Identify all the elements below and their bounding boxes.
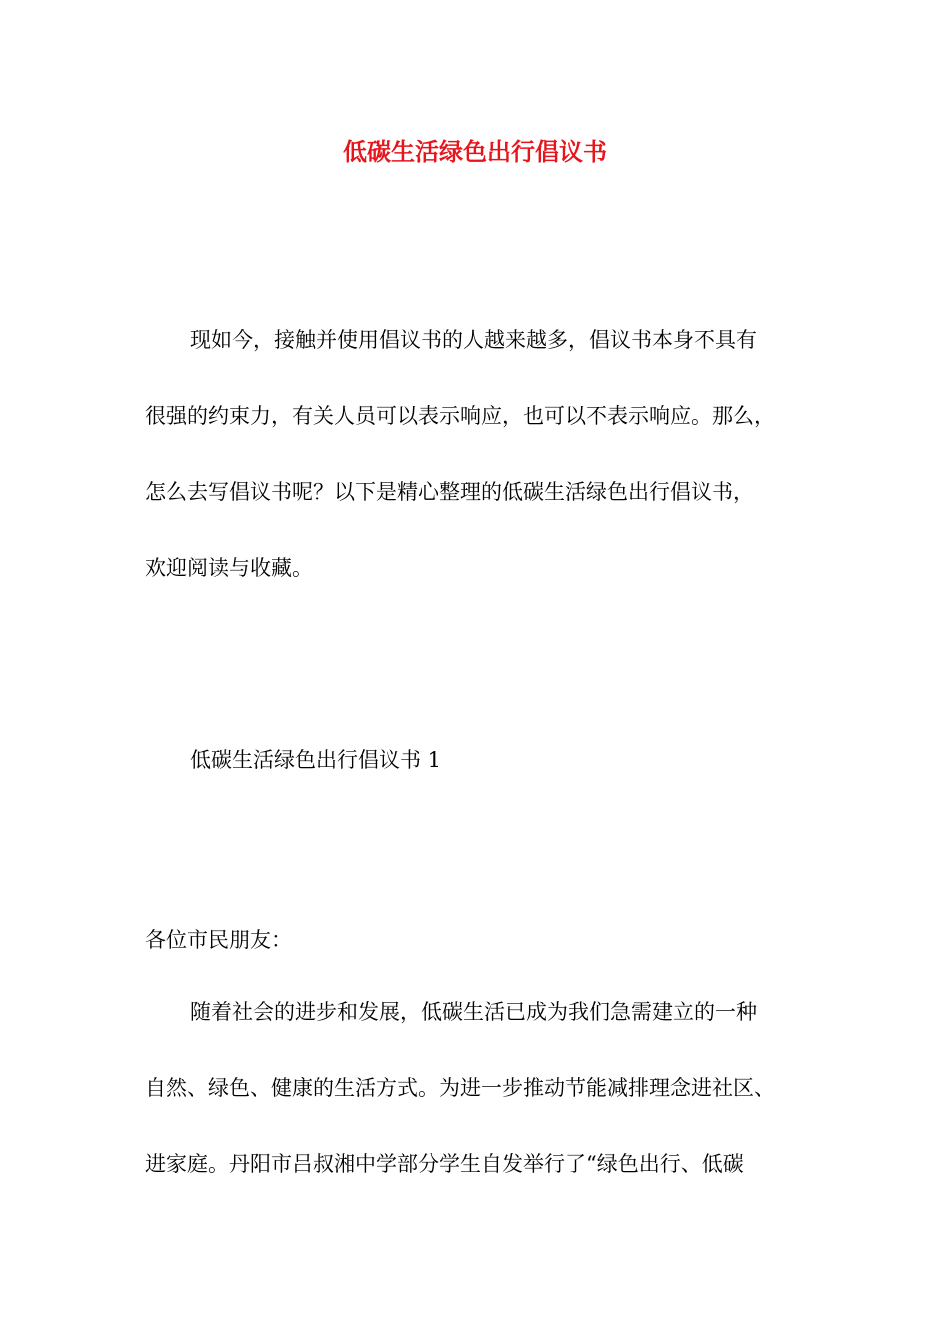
intro-line: 欢迎阅读与收藏。	[145, 556, 313, 580]
body-line: 随着社会的进步和发展，低碳生活已成为我们急需建立的一种	[190, 1000, 757, 1024]
intro-line: 很强的约束力，有关人员可以表示响应，也可以不表示响应。那么，	[145, 404, 775, 428]
intro-line: 怎么去写倡议书呢？以下是精心整理的低碳生活绿色出行倡议书，	[145, 480, 754, 504]
salutation: 各位市民朋友：	[145, 928, 292, 952]
body-line: 进家庭。丹阳市吕叔湘中学部分学生自发举行了“绿色出行、低碳	[145, 1152, 744, 1176]
intro-line: 现如今，接触并使用倡议书的人越来越多，倡议书本身不具有	[190, 328, 757, 352]
section-heading: 低碳生活绿色出行倡议书 1	[190, 748, 442, 772]
document-title: 低碳生活绿色出行倡议书	[343, 137, 607, 166]
body-line: 自然、绿色、健康的生活方式。为进一步推动节能减排理念进社区、	[145, 1076, 775, 1100]
